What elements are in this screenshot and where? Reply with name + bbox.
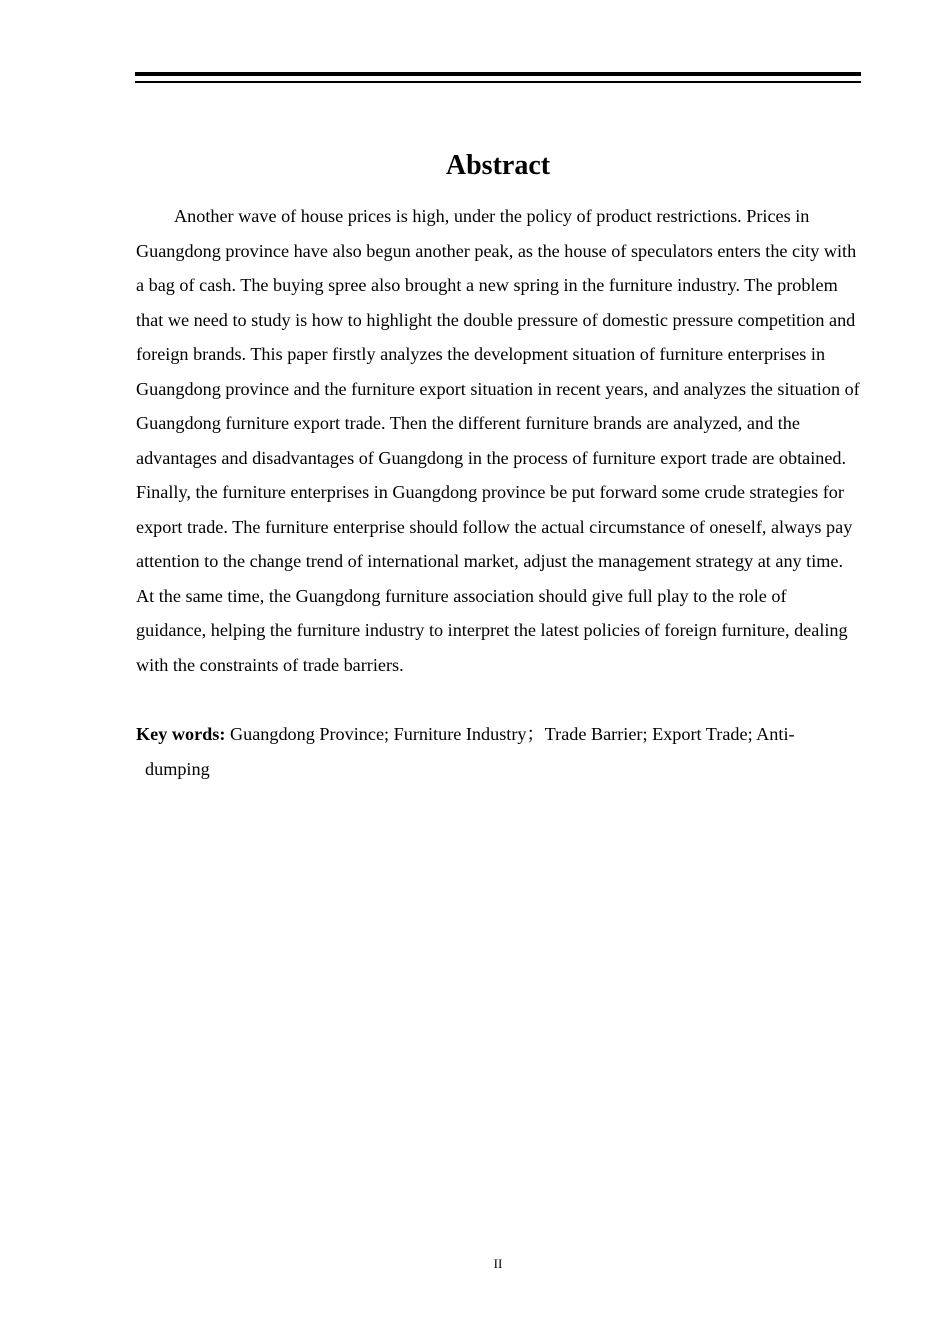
keywords-line-2: dumping bbox=[145, 758, 210, 779]
keywords-label: Key words: bbox=[136, 724, 226, 744]
header-rule-thin bbox=[135, 81, 861, 83]
keywords-section bbox=[136, 717, 860, 786]
keywords-line-1: Guangdong Province; Furniture Industry；Trade Barrier; Export Trade; Anti- bbox=[229, 724, 795, 744]
header-rule-thick bbox=[135, 72, 861, 76]
page-number: II bbox=[493, 1256, 503, 1271]
abstract-title: Abstract bbox=[445, 150, 551, 181]
abstract-body: Another wave of house prices is high, under the policy of product restrictions. Prices in Guangdong province have also begun another peak, as the house of speculators enters the city with a bag of cash. The buying spree also brought a new spring in the furniture industry. The problem that we need to study is how to highlight the double pressure of domestic pressure competition and foreign brands. This paper firstly analyzes the development situation of furniture enterprises in Guangdong province and the furniture export situation in recent years, and analyzes the situation of Guangdong furniture export trade. Then the different furniture brands are analyzed, and the advantages and disadvantages of Guangdong in the process of furniture export trade are obtained. Finally, the furniture enterprises in Guangdong province be put forward some crude strategies for export trade. The furniture enterprise should follow the actual circumstance of oneself, always pay attention to the change trend of international market, adjust the management strategy at any time. At the same time, the Guangdong furniture association should give full play to the role of guidance, helping the furniture industry to interpret the latest policies of foreign furniture, dealing with the constraints of trade barriers. bbox=[136, 206, 860, 675]
